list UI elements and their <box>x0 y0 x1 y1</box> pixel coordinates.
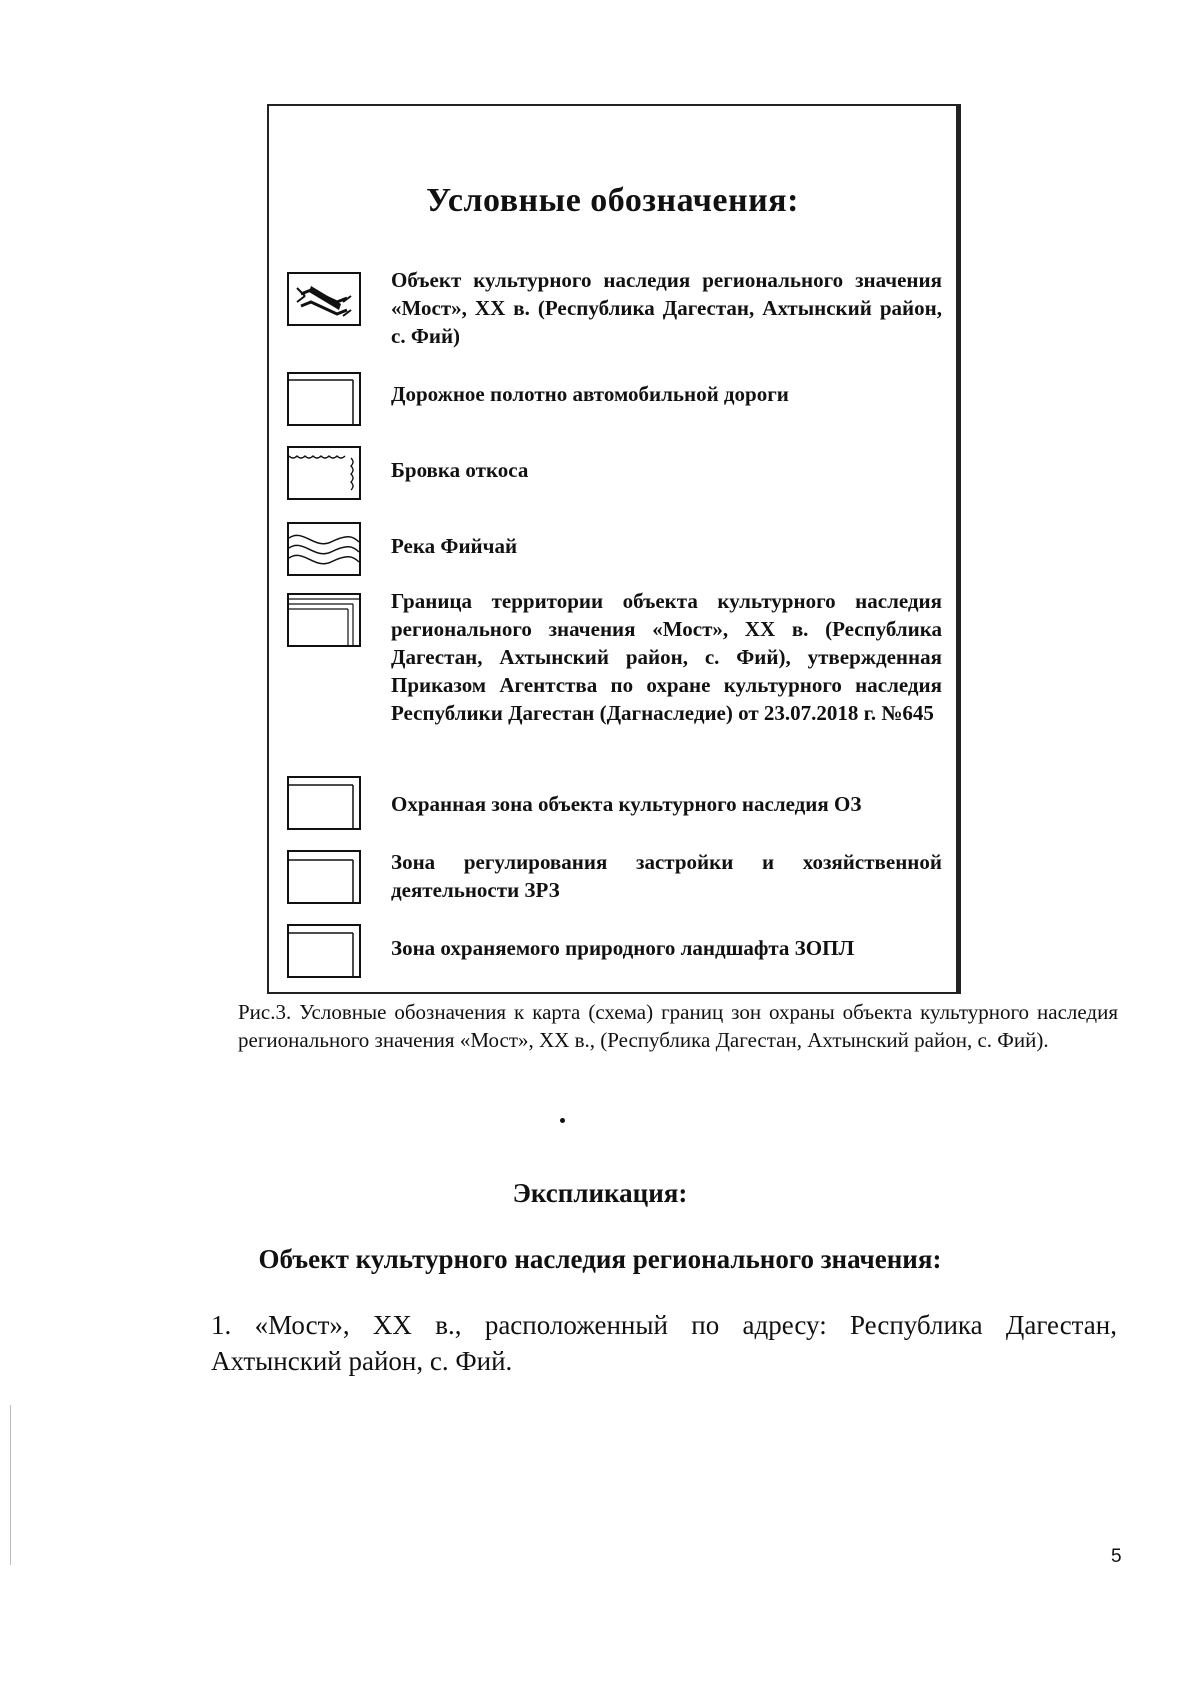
legend-label-slope-edge: Бровка откоса <box>391 458 529 482</box>
legend-label-territory-boundary: Граница территории объекта культурного наследия регионального значения «Мост», XX в. (Республика Дагестан, Ахтынский район, с. Фий), утвержденная Приказом Агентства по охране культурного наследия Республики Дагестан (Дагнаследие) от 23.07.2018 г. №645 <box>391 589 942 725</box>
legend-frame <box>267 104 958 994</box>
legend-label-road-surface: Дорожное полотно автомобильной дороги <box>391 382 789 406</box>
legend-label-development-zone: Зона регулирования застройки и хозяйственной деятельности ЗРЗ <box>391 850 942 902</box>
legend-label-protection-zone: Охранная зона объекта культурного наследия ОЗ <box>391 792 862 816</box>
slope-edge-icon <box>287 446 361 500</box>
road-surface-icon <box>287 372 361 426</box>
explication-title: Экспликация: <box>512 1178 688 1208</box>
bridge-icon <box>287 272 361 326</box>
legend-label-river: Река Фийчай <box>391 534 518 558</box>
territory-boundary-icon <box>287 593 361 647</box>
protection-zone-icon <box>287 776 361 830</box>
legend-title: Условные обозначения: <box>426 182 799 219</box>
page-number: 5 <box>1111 1546 1122 1567</box>
landscape-zone-icon <box>287 924 361 978</box>
river-icon <box>287 522 361 576</box>
legend-label-landscape-zone: Зона охраняемого природного ландшафта ЗОПЛ <box>391 936 855 960</box>
scan-margin-line <box>10 1405 11 1565</box>
figure-caption: Рис.3. Условные обозначения к карта (схема) границ зон охраны объекта культурного наследия регионального значения «Мост», XX в., (Республика Дагестан, Ахтынский район, с. Фий). <box>238 1000 1118 1052</box>
stray-dot <box>560 1118 565 1123</box>
development-zone-icon <box>287 850 361 904</box>
object-list-item: 1. «Мост», XX в., расположенный по адресу: Республика Дагестан, Ахтынский район, с. Фий. <box>211 1310 1117 1376</box>
object-heading: Объект культурного наследия регионального значения: <box>258 1244 942 1274</box>
legend-label-bridge: Объект культурного наследия регионального значения «Мост», XX в. (Республика Дагестан, Ахтынский район, с. Фий) <box>391 268 942 348</box>
